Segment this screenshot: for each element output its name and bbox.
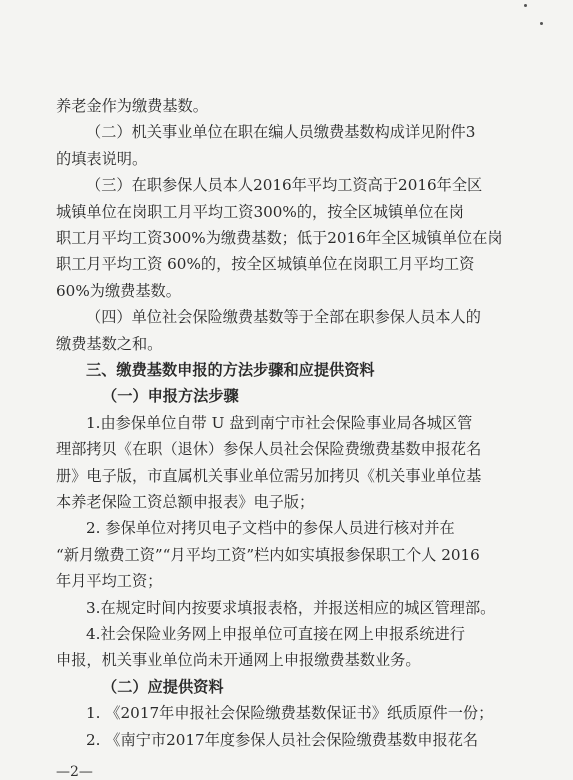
scan-speck	[540, 22, 543, 25]
text-line: 理部拷贝《在职（退休）参保人员社会保险费缴费基数申报花名	[56, 440, 482, 459]
text-line: （三）在职参保人员本人2016年平均工资高于2016年全区	[86, 176, 483, 195]
text-line: 的填表说明。	[56, 149, 148, 168]
text-line: 2. 参保单位对拷贝电子文档中的参保人员进行核对并在	[86, 519, 455, 538]
text-line: 1.由参保单位自带 U 盘到南宁市社会保险事业局各城区管	[86, 413, 473, 432]
text-line: 养老金作为缴费基数。	[56, 97, 208, 115]
text-line: 申报，机关事业单位尚未开通网上申报缴费基数业务。	[56, 651, 421, 670]
text-line: 年月平均工资；	[56, 572, 163, 591]
text-line: （二）机关事业单位在职在编人员缴费基数构成详见附件3	[86, 123, 476, 142]
text-line: 本养老保险工资总额申报表》电子版；	[56, 493, 315, 511]
subsection-heading: （二）应提供资料	[102, 677, 224, 696]
text-line: 职工月平均工资300%为缴费基数；低于2016年全区城镇单位在岗	[56, 229, 503, 247]
text-line: 1. 《2017年申报社会保险缴费基数保证书》纸质原件一份；	[86, 704, 494, 723]
page-number: —2—	[56, 764, 93, 780]
scan-speck	[524, 4, 527, 7]
text-line: 3.在规定时间内按要求填报表格，并报送相应的城区管理部。	[86, 598, 496, 617]
text-line: 城镇单位在岗职工月平均工资300%的，按全区城镇单位在岗	[56, 202, 464, 221]
text-line: 职工月平均工资 60%的，按全区城镇单位在岗职工月平均工资	[56, 255, 475, 274]
section-heading: 三、缴费基数申报的方法步骤和应提供资料	[86, 361, 375, 379]
text-line: “新月缴费工资”“月平均工资”栏内如实填报参保职工个人 2016	[56, 545, 480, 564]
subsection-heading: （一）申报方法步骤	[102, 387, 239, 406]
text-line: 2. 《南宁市2017年度参保人员社会保险缴费基数申报花名	[86, 730, 479, 749]
text-line: 60%为缴费基数。	[56, 281, 181, 300]
text-line: 4.社会保险业务网上申报单位可直接在网上申报系统进行	[86, 625, 465, 643]
text-line: 册》电子版，市直属机关事业单位需另加拷贝《机关事业单位基	[56, 466, 482, 485]
text-line: 缴费基数之和。	[56, 334, 163, 353]
text-line: （四）单位社会保险缴费基数等于全部在职参保人员本人的	[86, 308, 481, 327]
